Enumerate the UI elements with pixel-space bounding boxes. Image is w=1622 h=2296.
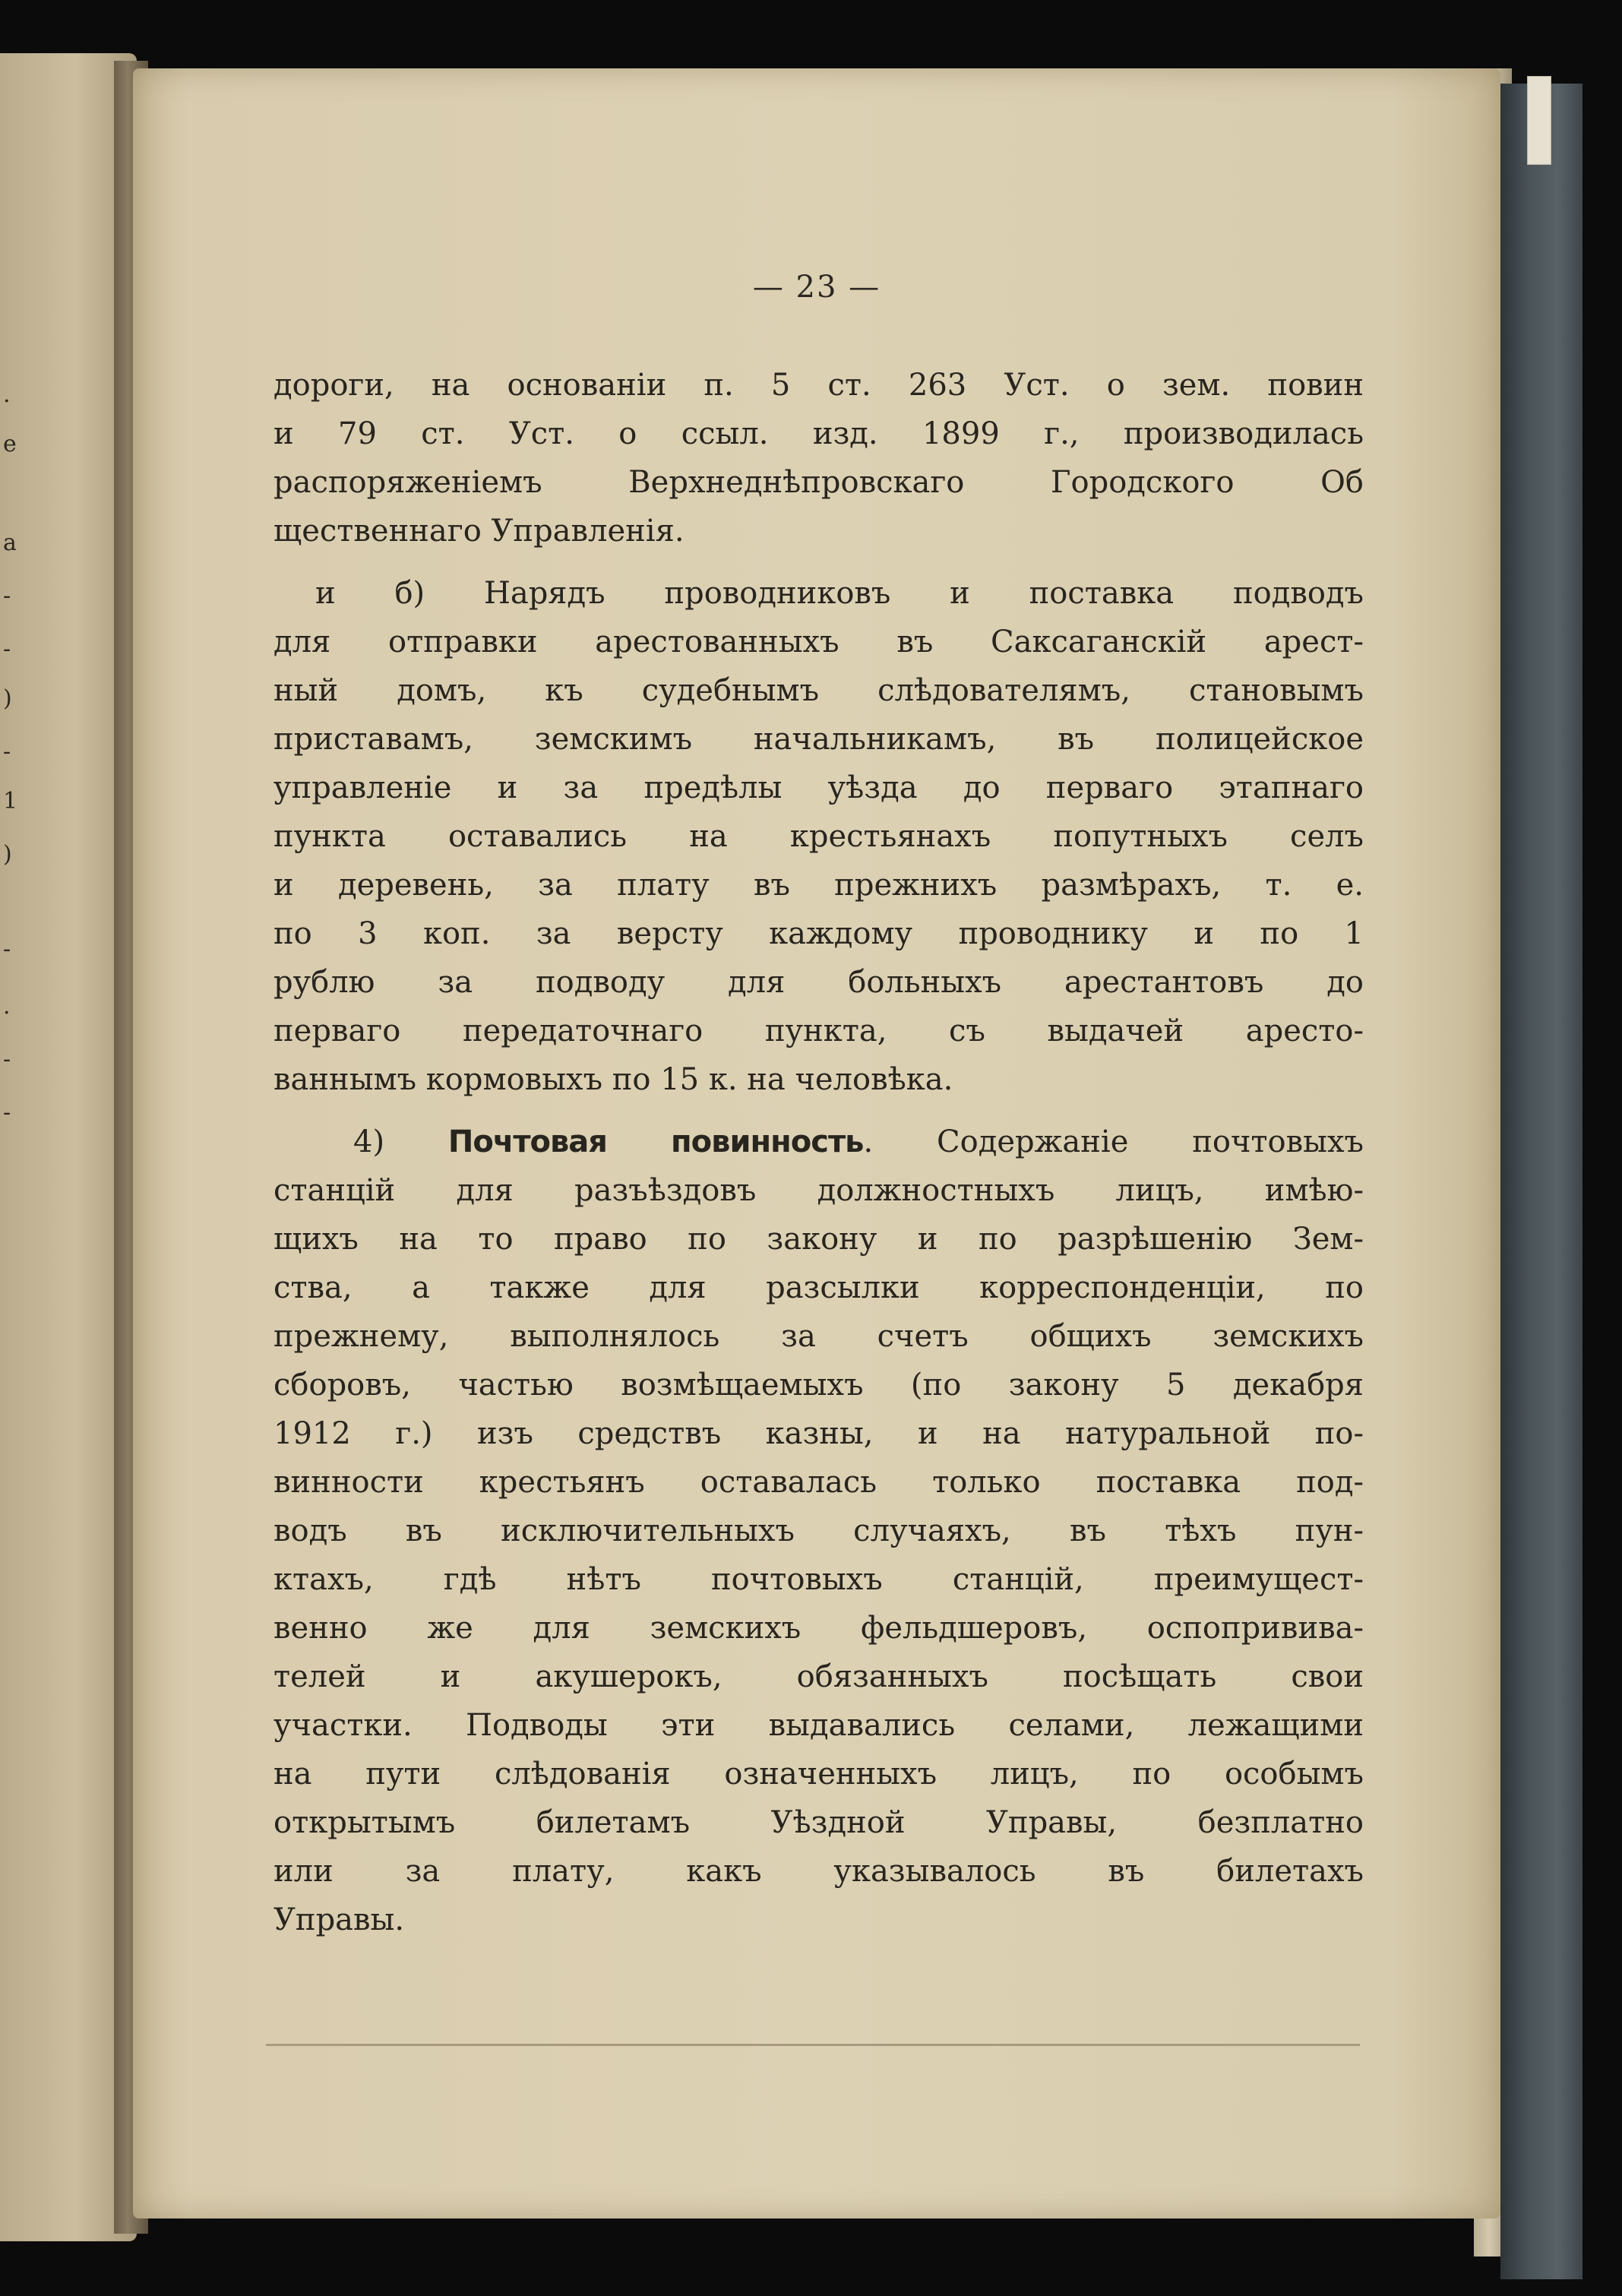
text-line: управленiе и за предѣлы уѣзда до перваго этапнаго xyxy=(273,770,1364,805)
text-line-with-heading xyxy=(273,1118,1364,1166)
text-line: участки. Подводы эти выдавались селами, лежащими xyxy=(273,1708,1364,1743)
text-line: открытымъ билетамъ Уѣздной Управы, безплатно xyxy=(273,1805,1364,1840)
text-line: водъ въ исключительныхъ случаяхъ, въ тѣхъ пун- xyxy=(273,1513,1364,1548)
text-line: дороги, на основанiи п. 5 ст. 263 Уст. о зем. повин xyxy=(273,368,1364,403)
text-line: и 79 ст. Уст. о ссыл. изд. 1899 г., производилась xyxy=(273,416,1364,451)
prev-page-mark: ) xyxy=(3,841,12,868)
prev-page-mark: . xyxy=(3,993,11,1020)
book-page xyxy=(133,68,1500,2219)
prev-page-mark: - xyxy=(3,636,11,663)
text-line: перваго передаточнаго пункта, съ выдачей аресто- xyxy=(273,1014,1364,1048)
text-line: винности крестьянъ оставалась только поставка под- xyxy=(273,1465,1364,1500)
prev-page-mark: - xyxy=(3,936,11,963)
text-line: ства, а также для разсылки корреспонденцiи, по xyxy=(273,1270,1364,1305)
text-line: и деревень, за плату въ прежнихъ размѣрахъ, т. е. xyxy=(273,868,1364,903)
heading-number: 4) xyxy=(353,1124,448,1159)
page-number: — 23 — xyxy=(752,270,881,305)
text-line: приставамъ, земскимъ начальникамъ, въ полицейское xyxy=(273,722,1364,757)
text-line: распоряженiемъ Верхнеднѣпровскаго Городского Об xyxy=(273,465,1364,500)
text-run: . Содержанiе почтовыхъ xyxy=(863,1124,1364,1159)
prev-page-mark: 1 xyxy=(3,788,18,814)
text-line: на пути слѣдованiя означенныхъ лицъ, по особымъ xyxy=(273,1757,1364,1792)
text-line: рублю за подводу для больныхъ арестантовъ до xyxy=(273,965,1364,1000)
prev-page-mark: . xyxy=(3,381,11,408)
text-line: ктахъ, гдѣ нѣтъ почтовыхъ станцiй, преимущест- xyxy=(273,1562,1364,1597)
book-cover xyxy=(1500,84,1582,2279)
text-line: сборовъ, частью возмѣщаемыхъ (по закону 5 декабря xyxy=(273,1368,1364,1403)
prev-page-mark: - xyxy=(3,1099,11,1126)
text-line: прежнему, выполнялось за счетъ общихъ земскихъ xyxy=(273,1319,1364,1354)
prev-page-mark: - xyxy=(3,583,11,609)
text-line: или за плату, какъ указывалось въ билетахъ xyxy=(273,1854,1364,1889)
text-line: Управы. xyxy=(273,1902,405,1937)
text-line: щественнаго Управленiя. xyxy=(273,514,685,549)
text-line: венно же для земскихъ фельдшеровъ, оспопривива- xyxy=(273,1611,1364,1646)
text-line: станцiй для разъѣздовъ должностныхъ лицъ, имѣю- xyxy=(273,1173,1364,1208)
text-line: по 3 коп. за версту каждому проводнику и по 1 xyxy=(273,916,1364,951)
prev-page-mark: a xyxy=(3,530,17,556)
prev-page-mark: - xyxy=(3,1046,11,1073)
text-line: щихъ на то право по закону и по разрѣшенiю Зем- xyxy=(273,1222,1364,1257)
prev-page-mark: - xyxy=(3,738,11,765)
text-line: ный домъ, къ судебнымъ слѣдователямъ, становымъ xyxy=(273,673,1364,708)
paragraph-2 xyxy=(273,569,1364,1104)
text-line: ваннымъ кормовыхъ по 15 к. на человѣка. xyxy=(273,1062,953,1097)
page-body xyxy=(273,361,1364,1944)
prev-page-mark: ) xyxy=(3,685,12,712)
text-line: для отправки арестованныхъ въ Саксаганскiй арест- xyxy=(273,625,1364,659)
text-line: 1912 г.) изъ средствъ казны, и на натуральной по- xyxy=(273,1416,1364,1451)
text-line: и б) Нарядъ проводниковъ и поставка подводъ xyxy=(315,576,1364,611)
paragraph-1 xyxy=(273,361,1364,555)
text-line: пункта оставались на крестьянахъ попутныхъ селъ xyxy=(273,819,1364,854)
section-heading: Почтовая повинность xyxy=(447,1124,864,1159)
prev-page-mark: e xyxy=(3,431,17,457)
footer-rule xyxy=(266,2044,1360,2046)
bookmark-tab xyxy=(1527,76,1551,165)
paragraph-3 xyxy=(273,1118,1364,1944)
text-line: телей и акушерокъ, обязанныхъ посѣщать свои xyxy=(273,1659,1364,1694)
